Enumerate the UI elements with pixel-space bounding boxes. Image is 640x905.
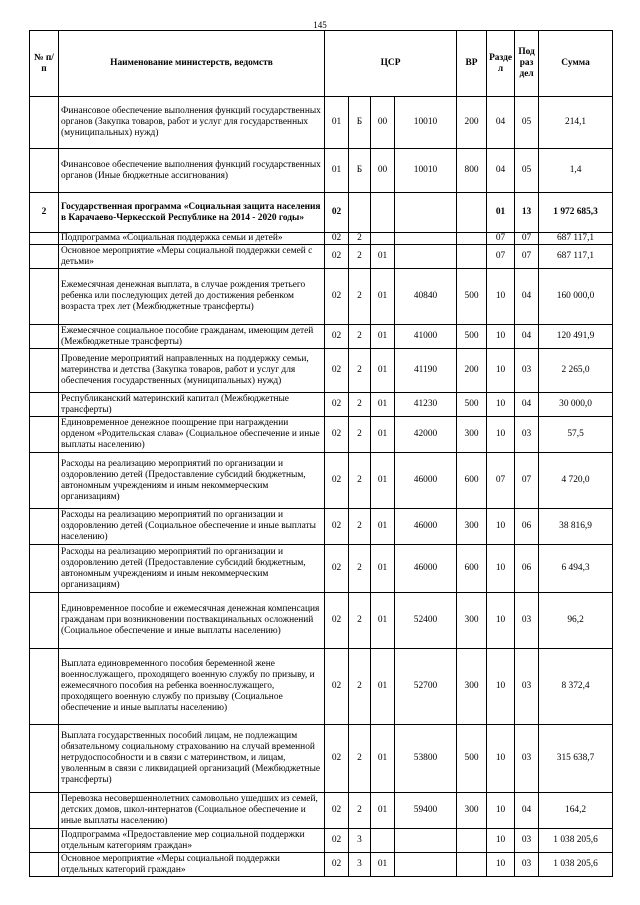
- vr-code: [457, 193, 487, 233]
- csr-part-1: 02: [325, 393, 349, 417]
- csr-part-4: 40840: [395, 269, 457, 325]
- csr-part-3: 00: [371, 97, 395, 149]
- razdel-code: 07: [487, 245, 515, 269]
- csr-part-4: 41190: [395, 349, 457, 393]
- csr-part-3: 01: [371, 417, 395, 453]
- row-number: [30, 233, 59, 245]
- vr-code: 300: [457, 417, 487, 453]
- table-row: [30, 245, 613, 269]
- podrazdel-code: 03: [515, 853, 539, 877]
- row-name: Выплата государственных пособий лицам, не подлежащим обязательному социальному страхованию на случай временной нетрудоспособности и в связи с материнством, и лицам, уволенным в связи с ликвидацией организаций (Межбюджетные трансферты): [59, 725, 325, 793]
- row-sum: 120 491,9: [539, 325, 613, 349]
- csr-part-2: 2: [349, 393, 371, 417]
- razdel-code: 10: [487, 593, 515, 649]
- table-row: [30, 853, 613, 877]
- razdel-code: 10: [487, 349, 515, 393]
- row-sum: 164,2: [539, 793, 613, 829]
- row-number: [30, 269, 59, 325]
- header-razdel: Разде л: [487, 31, 515, 97]
- row-name: Ежемесячное социальное пособие гражданам, имеющим детей (Межбюджетные трансферты): [59, 325, 325, 349]
- podrazdel-code: 03: [515, 417, 539, 453]
- row-number: [30, 325, 59, 349]
- vr-code: 500: [457, 325, 487, 349]
- csr-part-2: 2: [349, 453, 371, 509]
- vr-code: 600: [457, 453, 487, 509]
- row-number: [30, 97, 59, 149]
- podrazdel-code: 04: [515, 269, 539, 325]
- csr-part-2: 3: [349, 829, 371, 853]
- vr-code: 300: [457, 593, 487, 649]
- row-number: [30, 349, 59, 393]
- table-row: [30, 453, 613, 509]
- csr-part-1: 02: [325, 853, 349, 877]
- vr-code: [457, 245, 487, 269]
- row-name: Финансовое обеспечение выполнения функций государственных органов (Иные бюджетные ассигнования): [59, 149, 325, 193]
- podrazdel-code: 03: [515, 649, 539, 725]
- row-name: Основное мероприятие «Меры социальной поддержки отдельных категорий граждан»: [59, 853, 325, 877]
- vr-code: [457, 853, 487, 877]
- csr-part-2: Б: [349, 149, 371, 193]
- csr-part-2: 2: [349, 417, 371, 453]
- csr-part-2: 2: [349, 725, 371, 793]
- table-row: [30, 593, 613, 649]
- row-sum: 1,4: [539, 149, 613, 193]
- csr-part-4: [395, 829, 457, 853]
- csr-part-3: 01: [371, 325, 395, 349]
- csr-part-3: [371, 193, 395, 233]
- row-sum: 214,1: [539, 97, 613, 149]
- row-name: Расходы на реализацию мероприятий по организации и оздоровлению детей (Социальное обеспечение и иные выплаты населению): [59, 509, 325, 545]
- row-sum: 1 038 205,6: [539, 829, 613, 853]
- csr-part-4: 52400: [395, 593, 457, 649]
- razdel-code: 04: [487, 149, 515, 193]
- csr-part-4: 10010: [395, 149, 457, 193]
- vr-code: 200: [457, 97, 487, 149]
- row-sum: 687 117,1: [539, 233, 613, 245]
- row-number: [30, 725, 59, 793]
- csr-part-2: 2: [349, 649, 371, 725]
- csr-part-1: 02: [325, 245, 349, 269]
- vr-code: 300: [457, 793, 487, 829]
- row-sum: 8 372,4: [539, 649, 613, 725]
- csr-part-3: 01: [371, 393, 395, 417]
- table-row: [30, 649, 613, 725]
- table-row: [30, 325, 613, 349]
- row-number: 2: [30, 193, 59, 233]
- csr-part-1: 02: [325, 233, 349, 245]
- csr-part-1: 01: [325, 97, 349, 149]
- csr-part-2: 2: [349, 325, 371, 349]
- podrazdel-code: 07: [515, 453, 539, 509]
- csr-part-2: 3: [349, 853, 371, 877]
- razdel-code: 10: [487, 393, 515, 417]
- row-number: [30, 853, 59, 877]
- table-header-row: [30, 31, 613, 97]
- row-sum: 687 117,1: [539, 245, 613, 269]
- podrazdel-code: 04: [515, 393, 539, 417]
- csr-part-3: 01: [371, 269, 395, 325]
- csr-part-4: 46000: [395, 545, 457, 593]
- csr-part-4: 59400: [395, 793, 457, 829]
- csr-part-2: Б: [349, 97, 371, 149]
- podrazdel-code: 06: [515, 545, 539, 593]
- vr-code: 600: [457, 545, 487, 593]
- row-name: Ежемесячная денежная выплата, в случае рождения третьего ребенка или последующих детей до достижения ребенком возраста трех лет (Межбюджетные трансферты): [59, 269, 325, 325]
- vr-code: 500: [457, 725, 487, 793]
- csr-part-3: [371, 829, 395, 853]
- csr-part-4: 41230: [395, 393, 457, 417]
- podrazdel-code: 04: [515, 793, 539, 829]
- csr-part-2: 2: [349, 593, 371, 649]
- csr-part-1: 02: [325, 649, 349, 725]
- vr-code: [457, 233, 487, 245]
- csr-part-4: 10010: [395, 97, 457, 149]
- csr-part-3: 01: [371, 545, 395, 593]
- table-row: [30, 393, 613, 417]
- row-name: Перевозка несовершеннолетних самовольно ушедших из семей, детских домов, школ-интернатов (Социальное обеспечение и иные выплаты населению): [59, 793, 325, 829]
- podrazdel-code: 03: [515, 593, 539, 649]
- podrazdel-code: 03: [515, 829, 539, 853]
- row-sum: 2 265,0: [539, 349, 613, 393]
- row-name: Государственная программа «Социальная защита населения в Карачаево-Черкесской Республике на 2014 - 2020 годы»: [59, 193, 325, 233]
- row-sum: 4 720,0: [539, 453, 613, 509]
- row-number: [30, 245, 59, 269]
- csr-part-1: 01: [325, 149, 349, 193]
- razdel-code: 10: [487, 793, 515, 829]
- csr-part-4: [395, 853, 457, 877]
- row-sum: 6 494,3: [539, 545, 613, 593]
- page-number: 145: [313, 20, 327, 30]
- row-number: [30, 149, 59, 193]
- csr-part-2: 2: [349, 245, 371, 269]
- table-row: [30, 509, 613, 545]
- razdel-code: 10: [487, 829, 515, 853]
- razdel-code: 10: [487, 853, 515, 877]
- csr-part-3: 01: [371, 245, 395, 269]
- csr-part-1: 02: [325, 593, 349, 649]
- csr-part-4: 46000: [395, 509, 457, 545]
- razdel-code: 10: [487, 325, 515, 349]
- podrazdel-code: 03: [515, 725, 539, 793]
- row-number: [30, 393, 59, 417]
- csr-part-3: 01: [371, 649, 395, 725]
- csr-part-3: 01: [371, 453, 395, 509]
- podrazdel-code: 13: [515, 193, 539, 233]
- table-row: [30, 149, 613, 193]
- razdel-code: 10: [487, 509, 515, 545]
- row-name: Единовременное денежное поощрение при награждении орденом «Родительская слава» (Социальное обеспечение и иные выплаты населению): [59, 417, 325, 453]
- row-name: Расходы на реализацию мероприятий по организации и оздоровлению детей (Предоставление субсидий бюджетным, автономным учреждениям и иным некоммерческим организациям): [59, 545, 325, 593]
- csr-part-1: 02: [325, 453, 349, 509]
- row-name: Проведение мероприятий направленных на поддержку семьи, материнства и детства (Закупка товаров, работ и услуг для обеспечения государственных (муниципальных) нужд): [59, 349, 325, 393]
- razdel-code: 04: [487, 97, 515, 149]
- row-name: Расходы на реализацию мероприятий по организации и оздоровлению детей (Предоставление субсидий бюджетным, автономным учреждениям и иным некоммерческим организациям): [59, 453, 325, 509]
- razdel-code: 10: [487, 649, 515, 725]
- row-name: Подпрограмма «Предоставление мер социальной поддержки отдельным категориям граждан»: [59, 829, 325, 853]
- razdel-code: 10: [487, 545, 515, 593]
- csr-part-1: 02: [325, 725, 349, 793]
- csr-part-2: 2: [349, 233, 371, 245]
- razdel-code: 10: [487, 417, 515, 453]
- header-podrazdel: Под раз дел: [515, 31, 539, 97]
- csr-part-3: 01: [371, 349, 395, 393]
- csr-part-1: 02: [325, 269, 349, 325]
- csr-part-1: 02: [325, 829, 349, 853]
- csr-part-1: 02: [325, 509, 349, 545]
- row-number: [30, 829, 59, 853]
- csr-part-3: 01: [371, 593, 395, 649]
- row-sum: 1 038 205,6: [539, 853, 613, 877]
- row-sum: 57,5: [539, 417, 613, 453]
- row-number: [30, 417, 59, 453]
- csr-part-4: 41000: [395, 325, 457, 349]
- podrazdel-code: 05: [515, 149, 539, 193]
- vr-code: 200: [457, 349, 487, 393]
- csr-part-4: 52700: [395, 649, 457, 725]
- razdel-code: 10: [487, 269, 515, 325]
- header-summa: Сумма: [539, 31, 613, 97]
- csr-part-1: 02: [325, 349, 349, 393]
- csr-part-3: [371, 233, 395, 245]
- table-row: [30, 193, 613, 233]
- csr-part-2: 2: [349, 545, 371, 593]
- header-vr: ВР: [457, 31, 487, 97]
- vr-code: 300: [457, 649, 487, 725]
- csr-part-4: 53800: [395, 725, 457, 793]
- header-csr: ЦСР: [325, 31, 457, 97]
- row-number: [30, 649, 59, 725]
- table-row: [30, 269, 613, 325]
- podrazdel-code: 07: [515, 233, 539, 245]
- vr-code: 500: [457, 393, 487, 417]
- row-sum: 96,2: [539, 593, 613, 649]
- csr-part-1: 02: [325, 793, 349, 829]
- csr-part-1: 02: [325, 417, 349, 453]
- table-row: [30, 233, 613, 245]
- razdel-code: 07: [487, 453, 515, 509]
- row-name: Основное мероприятие «Меры социальной поддержки семей с детьми»: [59, 245, 325, 269]
- csr-part-3: 01: [371, 793, 395, 829]
- podrazdel-code: 05: [515, 97, 539, 149]
- csr-part-1: 02: [325, 545, 349, 593]
- row-sum: 30 000,0: [539, 393, 613, 417]
- row-number: [30, 453, 59, 509]
- row-sum: 160 000,0: [539, 269, 613, 325]
- csr-part-3: 01: [371, 725, 395, 793]
- table-body: [30, 97, 613, 877]
- podrazdel-code: 07: [515, 245, 539, 269]
- row-sum: 1 972 685,3: [539, 193, 613, 233]
- row-number: [30, 793, 59, 829]
- csr-part-2: 2: [349, 269, 371, 325]
- table-row: [30, 725, 613, 793]
- csr-part-2: 2: [349, 349, 371, 393]
- table-row: [30, 97, 613, 149]
- csr-part-4: [395, 245, 457, 269]
- csr-part-1: 02: [325, 325, 349, 349]
- razdel-code: 10: [487, 725, 515, 793]
- budget-table: [29, 30, 613, 877]
- row-number: [30, 545, 59, 593]
- table-row: [30, 793, 613, 829]
- row-name: Единовременное пособие и ежемесячная денежная компенсация гражданам при возникновении поствакцинальных осложнений (Социальное обеспечение и иные выплаты населению): [59, 593, 325, 649]
- csr-part-3: 01: [371, 509, 395, 545]
- table-row: [30, 417, 613, 453]
- table-row: [30, 829, 613, 853]
- row-name: Выплата единовременного пособия беременной жене военнослужащего, проходящего военную службу по призыву, и ежемесячного пособия на ребенка военнослужащего, проходящего военную службу по призыву (Социальное обеспечение и иные выплаты населению): [59, 649, 325, 725]
- row-name: Финансовое обеспечение выполнения функций государственных органов (Закупка товаров, работ и услуг для государственных (муниципальных) нужд): [59, 97, 325, 149]
- row-sum: 38 816,9: [539, 509, 613, 545]
- vr-code: 300: [457, 509, 487, 545]
- razdel-code: 01: [487, 193, 515, 233]
- row-sum: 315 638,7: [539, 725, 613, 793]
- csr-part-2: 2: [349, 793, 371, 829]
- csr-part-4: 46000: [395, 453, 457, 509]
- vr-code: 800: [457, 149, 487, 193]
- podrazdel-code: 06: [515, 509, 539, 545]
- header-num: № п/п: [30, 31, 59, 97]
- header-name: Наименование министерств, ведомств: [59, 31, 325, 97]
- row-number: [30, 509, 59, 545]
- row-number: [30, 593, 59, 649]
- podrazdel-code: 04: [515, 325, 539, 349]
- csr-part-2: 2: [349, 509, 371, 545]
- row-name: Подпрограмма «Социальная поддержка семьи и детей»: [59, 233, 325, 245]
- csr-part-4: [395, 193, 457, 233]
- csr-part-3: 00: [371, 149, 395, 193]
- vr-code: 500: [457, 269, 487, 325]
- vr-code: [457, 829, 487, 853]
- row-name: Республиканский материнский капитал (Межбюджетные трансферты): [59, 393, 325, 417]
- csr-part-1: 02: [325, 193, 349, 233]
- csr-part-4: 42000: [395, 417, 457, 453]
- table-row: [30, 545, 613, 593]
- csr-part-2: [349, 193, 371, 233]
- csr-part-3: 01: [371, 853, 395, 877]
- csr-part-4: [395, 233, 457, 245]
- podrazdel-code: 03: [515, 349, 539, 393]
- razdel-code: 07: [487, 233, 515, 245]
- table-row: [30, 349, 613, 393]
